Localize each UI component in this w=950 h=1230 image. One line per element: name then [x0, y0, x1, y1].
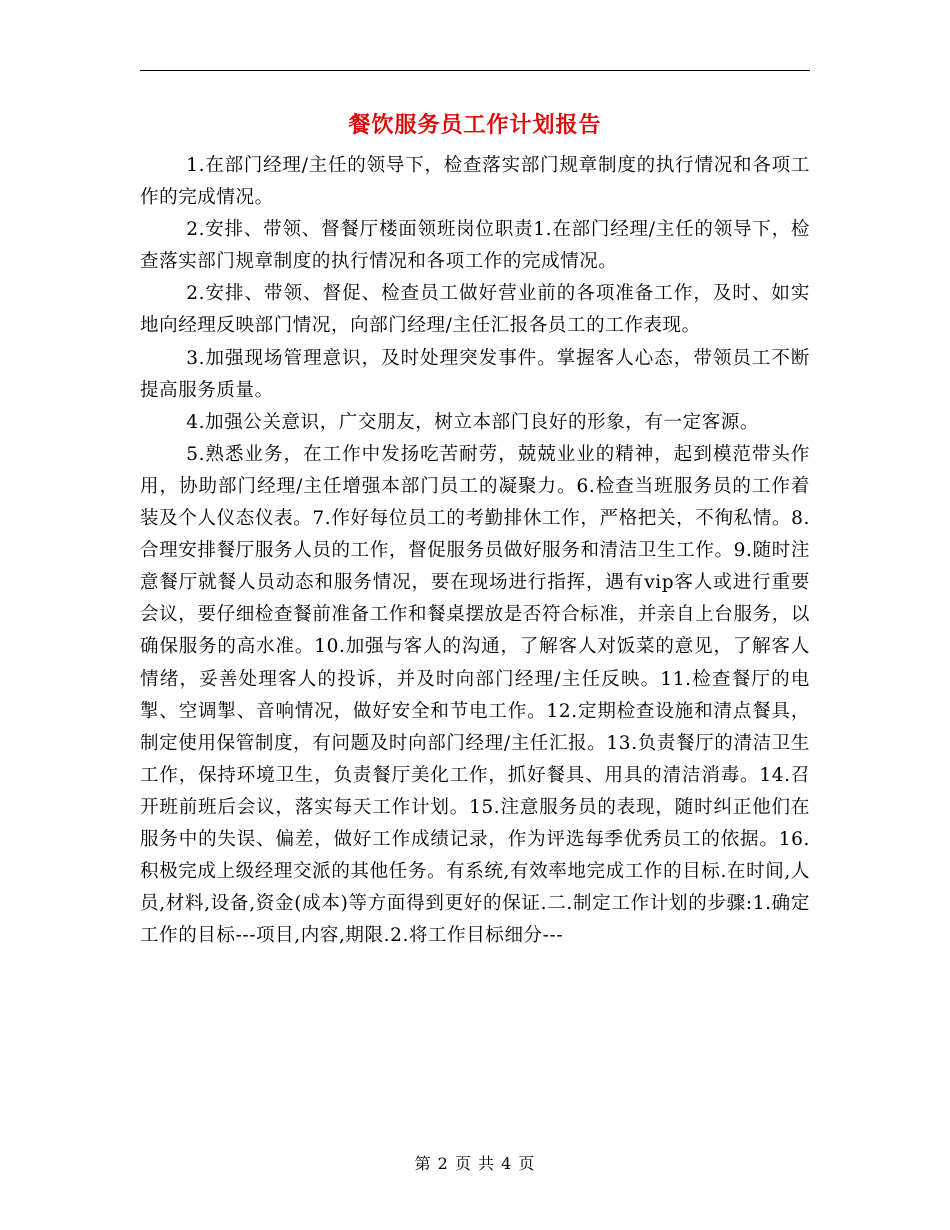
- header-rule: [140, 70, 810, 71]
- document-body: [140, 150, 810, 952]
- page-footer: 第 2 页 共 4 页: [414, 1154, 536, 1173]
- paragraph-4: 3.加强现场管理意识，及时处理突发事件。掌握客人心态，带领员工不断提高服务质量。: [140, 347, 810, 401]
- document-title: 餐饮服务员工作计划报告: [348, 112, 602, 138]
- paragraph-5: 4.加强公关意识，广交朋友，树立本部门良好的形象，有一定客源。: [186, 411, 760, 433]
- paragraph-1: 1.在部门经理/主任的领导下，检查落实部门规章制度的执行情况和各项工作的完成情况。: [140, 155, 810, 209]
- paragraph-2: 2.安排、带领、督餐厅楼面领班岗位职责1.在部门经理/主任的领导下，检查落实部门规章制度的执行情况和各项工作的完成情况。: [140, 219, 810, 273]
- paragraph-6: 5.熟悉业务，在工作中发扬吃苦耐劳，兢兢业业的精神，起到模范带头作用，协助部门经理/主任增强本部门员工的凝聚力。6.检查当班服务员的工作着装及个人仪态仪表。7.作好每位员工的考勤排休工作，严格把关，不徇私情。8.合理安排餐厅服务人员的工作，督促服务员做好服务和清洁卫生工作。9.随时注意餐厅就餐人员动态和服务情况，要在现场进行指挥，遇有vip客人或进行重要会议，要仔细检查餐前准备工作和餐桌摆放是否符合标准，并亲自上台服务，以确保服务的高水准。10.加强与客人的沟通，了解客人对饭菜的意见，了解客人情绪，妥善处理客人的投诉，并及时向部门经理/主任反映。11.检查餐厅的电掣、空调掣、音响情况，做好安全和节电工作。12.定期检查设施和清点餐具，制定使用保管制度，有问题及时向部门经理/主任汇报。13.负责餐厅的清洁卫生工作，保持环境卫生，负责餐厅美化工作，抓好餐具、用具的清洁消毒。14.召开班前班后会议，落实每天工作计划。15.注意服务员的表现，随时纠正他们在服务中的失误、偏差，做好工作成绩记录，作为评选每季优秀员工的依据。16.积极完成上级经理交派的其他任务。有系统,有效率地完成工作的目标.在时间,人员,材料,设备,资金(成本)等方面得到更好的保证.二.制定工作计划的步骤:1.确定工作的目标---项目,内容,期限.2.将工作目标细分---: [140, 443, 810, 947]
- paragraph-3: 2.安排、带领、督促、检查员工做好营业前的各项准备工作，及时、如实地向经理反映部门情况，向部门经理/主任汇报各员工的工作表现。: [140, 283, 810, 337]
